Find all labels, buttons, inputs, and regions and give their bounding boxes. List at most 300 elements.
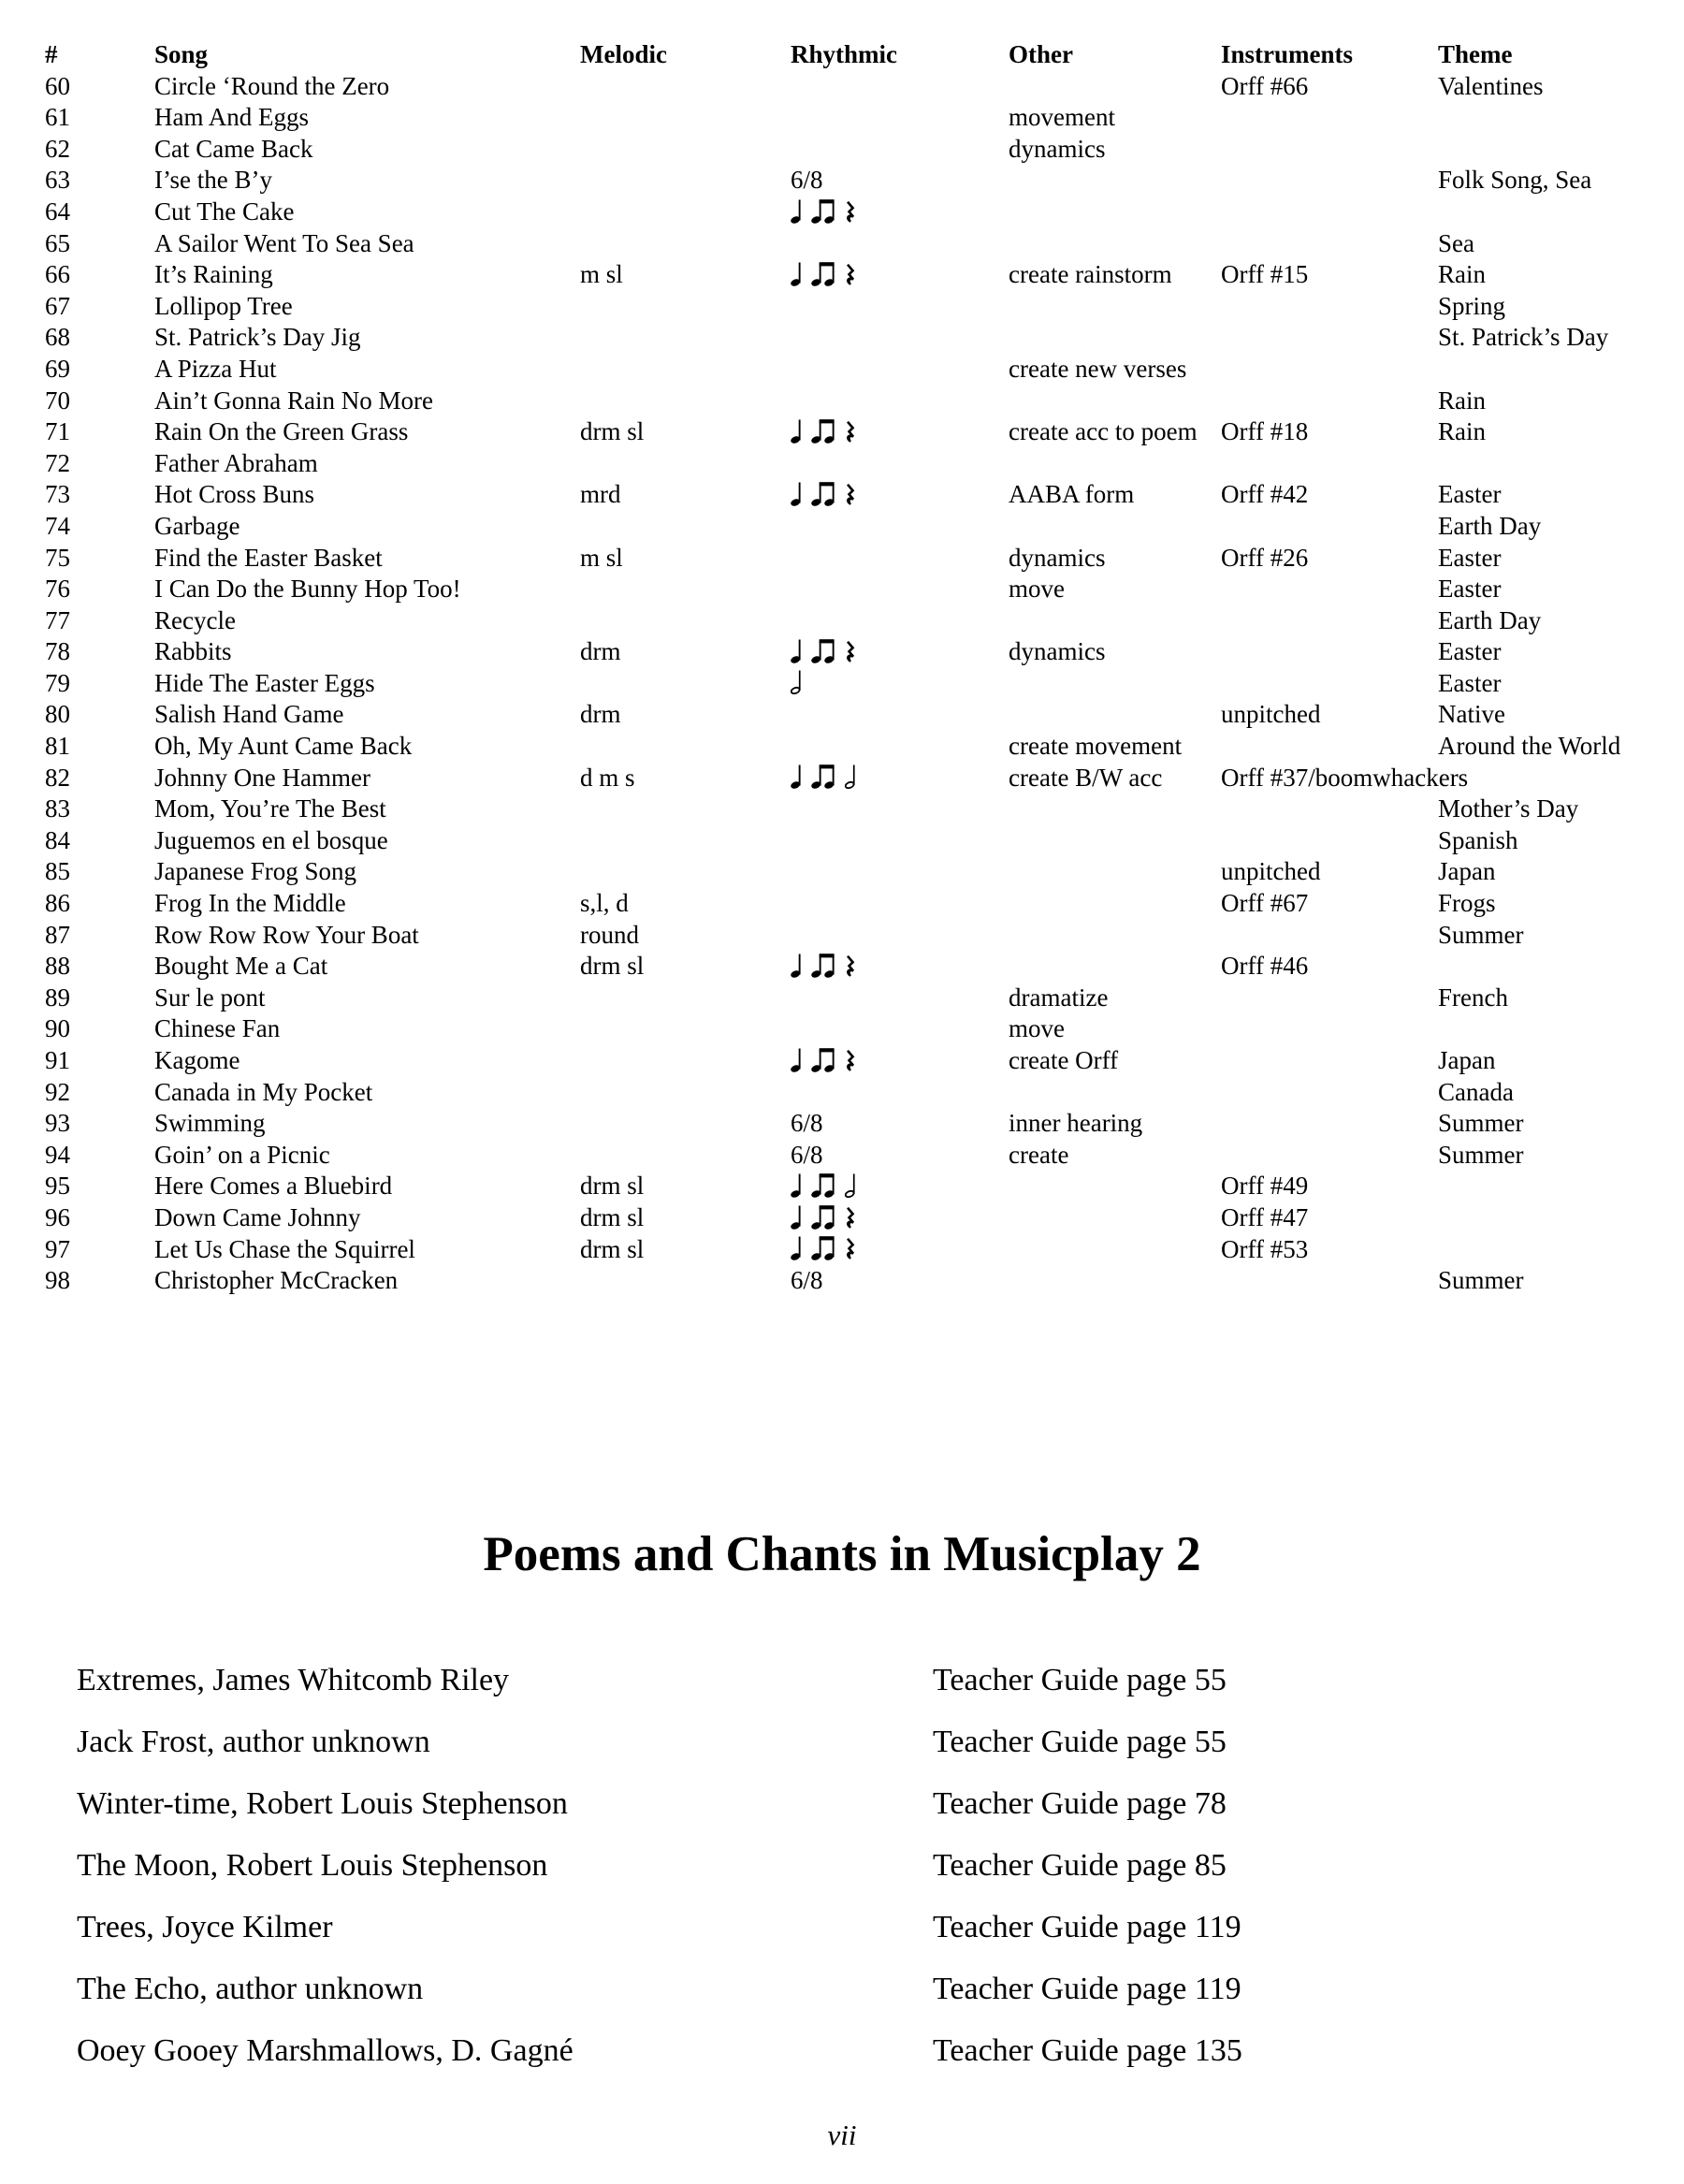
theme: St. Patrick’s Day xyxy=(1438,323,1609,352)
instruments xyxy=(1221,1108,1438,1140)
rhythmic-notation xyxy=(791,825,1009,857)
poem-page-ref: Teacher Guide page 78 xyxy=(933,1785,1227,1821)
song-number: 90 xyxy=(45,1014,70,1043)
quarter-note-icon xyxy=(791,197,803,224)
poem-page-ref: Teacher Guide page 55 xyxy=(933,1662,1227,1697)
other-activity xyxy=(1009,448,1221,480)
song-title: Sur le pont xyxy=(154,983,266,1012)
other-activity: create new verses xyxy=(1009,354,1187,383)
melodic-solfege xyxy=(580,1045,791,1077)
instruments xyxy=(1221,825,1438,857)
other-activity: create movement xyxy=(1009,732,1183,761)
table-row xyxy=(45,1140,1684,1172)
other-activity: create xyxy=(1009,1140,1069,1169)
song-number: 66 xyxy=(45,260,70,289)
instruments: Orff #42 xyxy=(1221,480,1309,509)
table-row xyxy=(45,102,1684,134)
song-title: Christopher McCracken xyxy=(154,1266,399,1295)
theme: French xyxy=(1438,983,1508,1012)
column-header-other: Other xyxy=(1009,40,1073,68)
theme: Spring xyxy=(1438,291,1506,320)
table-row xyxy=(45,71,1684,103)
rhythmic-notation xyxy=(791,763,1009,794)
quarter-rest-icon xyxy=(845,1207,855,1230)
rhythmic-notation xyxy=(791,354,1009,386)
song-title: Johnny One Hammer xyxy=(154,763,370,792)
melodic-solfege xyxy=(580,511,791,543)
theme xyxy=(1438,448,1684,480)
theme: Summer xyxy=(1438,1140,1524,1169)
instruments xyxy=(1221,1140,1438,1172)
other-activity xyxy=(1009,1077,1221,1109)
quarter-note-icon xyxy=(791,417,803,444)
quarter-rest-icon xyxy=(845,641,855,663)
table-row xyxy=(45,1202,1684,1234)
table-row xyxy=(45,1077,1684,1109)
other-activity: movement xyxy=(1009,103,1115,132)
table-row xyxy=(45,794,1684,825)
song-title: I’se the B’y xyxy=(154,166,272,195)
other-activity xyxy=(1009,920,1221,952)
rhythmic-notation xyxy=(791,636,1009,668)
theme: Rain xyxy=(1438,386,1486,415)
song-number: 73 xyxy=(45,480,70,509)
rhythmic-notation xyxy=(791,197,1009,228)
rhythmic-notation xyxy=(791,699,1009,731)
theme xyxy=(1438,197,1684,228)
rhythmic-notation xyxy=(791,479,1009,511)
quarter-rest-icon xyxy=(845,421,855,444)
rhythmic-notation xyxy=(791,1013,1009,1045)
song-number: 82 xyxy=(45,763,70,792)
melodic-solfege xyxy=(580,228,791,260)
other-activity: create Orff xyxy=(1009,1046,1119,1074)
melodic-solfege xyxy=(580,386,791,417)
melodic-solfege xyxy=(580,668,791,700)
melodic-solfege: m sl xyxy=(580,543,623,572)
melodic-solfege: drm sl xyxy=(580,1202,645,1231)
song-title: Juguemos en el bosque xyxy=(154,825,388,854)
table-row xyxy=(45,1171,1684,1202)
column-header-number: # xyxy=(45,40,58,68)
instruments xyxy=(1221,731,1438,763)
column-header-melodic: Melodic xyxy=(580,40,667,68)
melodic-solfege: m sl xyxy=(580,260,623,289)
song-title: Canada in My Pocket xyxy=(154,1077,373,1106)
melodic-solfege xyxy=(580,291,791,323)
table-row xyxy=(45,668,1684,700)
instruments: Orff #67 xyxy=(1221,889,1309,918)
theme: Sea xyxy=(1438,228,1474,257)
rhythmic-notation xyxy=(791,322,1009,354)
rhythmic-notation xyxy=(791,668,1009,700)
table-row xyxy=(45,511,1684,543)
rhythmic-notation xyxy=(791,1171,1009,1202)
table-row xyxy=(45,574,1684,605)
song-number: 81 xyxy=(45,732,70,761)
melodic-solfege: drm sl xyxy=(580,952,645,981)
other-activity: create acc to poem xyxy=(1009,417,1198,446)
song-title: Goin’ on a Picnic xyxy=(154,1140,330,1169)
table-row xyxy=(45,165,1684,197)
column-header-instruments: Instruments xyxy=(1221,40,1354,68)
rhythmic-notation xyxy=(791,102,1009,134)
rhythmic-notation xyxy=(791,1077,1009,1109)
rhythmic-notation xyxy=(791,386,1009,417)
other-activity xyxy=(1009,1171,1221,1202)
eighth-pair-icon xyxy=(811,1203,836,1230)
melodic-solfege xyxy=(580,197,791,228)
song-number: 92 xyxy=(45,1077,70,1106)
melodic-solfege xyxy=(580,825,791,857)
other-activity: move xyxy=(1009,575,1065,604)
table-row xyxy=(45,983,1684,1014)
quarter-note-icon xyxy=(791,1046,803,1072)
table-row xyxy=(45,354,1684,386)
theme xyxy=(1438,1013,1684,1045)
song-title: Row Row Row Your Boat xyxy=(154,920,419,949)
eighth-pair-icon xyxy=(811,763,836,789)
melodic-solfege xyxy=(580,1077,791,1109)
other-activity xyxy=(1009,1265,1221,1297)
song-number: 67 xyxy=(45,291,70,320)
melodic-solfege xyxy=(580,102,791,134)
song-title: Japanese Frog Song xyxy=(154,857,356,886)
songs-table-body xyxy=(45,71,1684,1297)
song-number: 83 xyxy=(45,794,70,823)
melodic-solfege xyxy=(580,1265,791,1297)
song-number: 69 xyxy=(45,354,70,383)
theme xyxy=(1438,1234,1684,1266)
rhythmic-notation xyxy=(791,920,1009,952)
song-title: Chinese Fan xyxy=(154,1014,281,1043)
song-title: It’s Raining xyxy=(154,260,273,289)
melodic-solfege xyxy=(580,605,791,637)
other-activity xyxy=(1009,888,1221,920)
poem-title-author: Jack Frost, author unknown xyxy=(77,1724,430,1759)
theme: Valentines xyxy=(1438,71,1544,100)
rhythmic-notation xyxy=(791,543,1009,575)
theme: Easter xyxy=(1438,480,1502,509)
other-activity xyxy=(1009,825,1221,857)
song-number: 86 xyxy=(45,889,70,918)
song-number: 74 xyxy=(45,511,70,540)
rhythmic-notation xyxy=(791,794,1009,825)
melodic-solfege: round xyxy=(580,920,639,949)
other-activity: dynamics xyxy=(1009,134,1106,163)
theme: Easter xyxy=(1438,575,1502,604)
poem-item xyxy=(77,1660,1684,1722)
other-activity: dynamics xyxy=(1009,543,1106,572)
song-title: A Sailor Went To Sea Sea xyxy=(154,228,414,257)
other-activity xyxy=(1009,197,1221,228)
theme: Japan xyxy=(1438,1046,1496,1074)
theme xyxy=(1438,951,1684,983)
instruments xyxy=(1221,386,1438,417)
song-title: Cat Came Back xyxy=(154,134,313,163)
song-title: Here Comes a Bluebird xyxy=(154,1172,393,1201)
song-title: A Pizza Hut xyxy=(154,354,277,383)
theme: Around the World xyxy=(1438,732,1621,761)
half-note-icon xyxy=(791,668,803,694)
other-activity xyxy=(1009,1234,1221,1266)
column-header-song: Song xyxy=(154,40,209,68)
theme: Canada xyxy=(1438,1077,1514,1106)
eighth-pair-icon xyxy=(811,1046,836,1072)
song-title: Bought Me a Cat xyxy=(154,952,328,981)
table-row xyxy=(45,856,1684,888)
theme: Easter xyxy=(1438,637,1502,666)
instruments: Orff #47 xyxy=(1221,1202,1309,1231)
table-row xyxy=(45,1234,1684,1266)
other-activity xyxy=(1009,511,1221,543)
song-number: 78 xyxy=(45,637,70,666)
melodic-solfege xyxy=(580,983,791,1014)
other-activity xyxy=(1009,951,1221,983)
theme: Frogs xyxy=(1438,889,1496,918)
other-activity: inner hearing xyxy=(1009,1109,1143,1138)
table-row xyxy=(45,479,1684,511)
song-title: Let Us Chase the Squirrel xyxy=(154,1234,415,1263)
instruments xyxy=(1221,605,1438,637)
table-row xyxy=(45,636,1684,668)
rhythmic-notation xyxy=(791,856,1009,888)
instruments: Orff #49 xyxy=(1221,1172,1309,1201)
theme xyxy=(1438,102,1684,134)
rhythmic-notation xyxy=(791,416,1009,448)
poem-page-ref: Teacher Guide page 119 xyxy=(933,1971,1241,2006)
other-activity: AABA form xyxy=(1009,480,1135,509)
instruments xyxy=(1221,1045,1438,1077)
song-title: Oh, My Aunt Came Back xyxy=(154,732,413,761)
song-number: 91 xyxy=(45,1046,70,1074)
quarter-note-icon xyxy=(791,1234,803,1260)
song-number: 61 xyxy=(45,103,70,132)
song-number: 75 xyxy=(45,543,70,572)
melodic-solfege xyxy=(580,574,791,605)
theme xyxy=(1438,134,1684,166)
instruments xyxy=(1221,165,1438,197)
melodic-solfege xyxy=(580,1140,791,1172)
instruments xyxy=(1221,197,1438,228)
song-title: Down Came Johnny xyxy=(154,1202,361,1231)
melodic-solfege: drm sl xyxy=(580,417,645,446)
song-title: Circle ‘Round the Zero xyxy=(154,71,390,100)
song-title: Cut The Cake xyxy=(154,197,295,226)
quarter-note-icon xyxy=(791,260,803,286)
poem-page-ref: Teacher Guide page 119 xyxy=(933,1909,1241,1944)
instruments: Orff #66 xyxy=(1221,71,1309,100)
poem-title-author: Extremes, James Whitcomb Riley xyxy=(77,1662,510,1697)
table-row xyxy=(45,259,1684,291)
table-row xyxy=(45,543,1684,575)
instruments: Orff #26 xyxy=(1221,543,1309,572)
rhythmic-notation: 6/8 xyxy=(791,1109,823,1138)
rhythmic-notation: 6/8 xyxy=(791,166,823,195)
theme: Earth Day xyxy=(1438,605,1542,634)
other-activity xyxy=(1009,291,1221,323)
table-row xyxy=(45,825,1684,857)
instruments xyxy=(1221,354,1438,386)
instruments: unpitched xyxy=(1221,700,1321,729)
rhythmic-notation xyxy=(791,951,1009,983)
song-number: 88 xyxy=(45,952,70,981)
column-header-rhythmic: Rhythmic xyxy=(791,40,897,68)
melodic-solfege: d m s xyxy=(580,763,635,792)
poem-item xyxy=(77,1722,1684,1784)
table-row xyxy=(45,1013,1684,1045)
song-number: 65 xyxy=(45,228,70,257)
song-title: St. Patrick’s Day Jig xyxy=(154,323,361,352)
table-row xyxy=(45,731,1684,763)
quarter-rest-icon xyxy=(845,201,855,224)
instruments xyxy=(1221,983,1438,1014)
song-number: 64 xyxy=(45,197,70,226)
theme: Japan xyxy=(1438,857,1496,886)
song-title: Father Abraham xyxy=(154,448,318,477)
other-activity xyxy=(1009,1202,1221,1234)
other-activity: create rainstorm xyxy=(1009,260,1172,289)
instruments xyxy=(1221,1265,1438,1297)
song-number: 60 xyxy=(45,71,70,100)
table-row xyxy=(45,386,1684,417)
quarter-rest-icon xyxy=(845,955,855,978)
rhythmic-notation xyxy=(791,888,1009,920)
eighth-pair-icon xyxy=(811,480,836,506)
table-row xyxy=(45,920,1684,952)
song-title: Mom, You’re The Best xyxy=(154,794,386,823)
other-activity xyxy=(1009,228,1221,260)
theme: Summer xyxy=(1438,1266,1524,1295)
song-number: 89 xyxy=(45,983,70,1012)
song-title: Garbage xyxy=(154,511,240,540)
song-number: 76 xyxy=(45,575,70,604)
melodic-solfege xyxy=(580,1108,791,1140)
theme: Folk Song, Sea xyxy=(1438,166,1592,195)
song-title: Recycle xyxy=(154,605,236,634)
instruments: Orff #53 xyxy=(1221,1234,1309,1263)
table-row xyxy=(45,1045,1684,1077)
song-number: 98 xyxy=(45,1266,70,1295)
rhythmic-notation xyxy=(791,511,1009,543)
instruments: unpitched xyxy=(1221,857,1321,886)
song-title: Swimming xyxy=(154,1109,266,1138)
instruments xyxy=(1221,636,1438,668)
other-activity xyxy=(1009,699,1221,731)
table-row xyxy=(45,134,1684,166)
rhythmic-notation: 6/8 xyxy=(791,1140,823,1169)
instruments xyxy=(1221,228,1438,260)
song-number: 71 xyxy=(45,417,70,446)
melodic-solfege xyxy=(580,856,791,888)
song-number: 62 xyxy=(45,134,70,163)
other-activity xyxy=(1009,794,1221,825)
other-activity xyxy=(1009,322,1221,354)
melodic-solfege xyxy=(580,1013,791,1045)
theme xyxy=(1438,354,1684,386)
theme: Summer xyxy=(1438,1109,1524,1138)
quarter-rest-icon xyxy=(845,264,855,286)
melodic-solfege: drm sl xyxy=(580,1172,645,1201)
song-number: 80 xyxy=(45,700,70,729)
table-row xyxy=(45,763,1684,794)
rhythmic-notation xyxy=(791,448,1009,480)
poem-page-ref: Teacher Guide page 135 xyxy=(933,2032,1242,2068)
column-header-theme: Theme xyxy=(1438,40,1513,68)
instruments: Orff #18 xyxy=(1221,417,1309,446)
other-activity xyxy=(1009,386,1221,417)
song-number: 87 xyxy=(45,920,70,949)
rhythmic-notation xyxy=(791,731,1009,763)
theme xyxy=(1438,763,1684,794)
poem-item xyxy=(77,1907,1684,1969)
poem-title-author: Winter-time, Robert Louis Stephenson xyxy=(77,1785,568,1821)
rhythmic-notation xyxy=(791,983,1009,1014)
instruments xyxy=(1221,322,1438,354)
song-title: Lollipop Tree xyxy=(154,291,293,320)
instruments xyxy=(1221,574,1438,605)
other-activity xyxy=(1009,165,1221,197)
table-row xyxy=(45,197,1684,228)
theme: Easter xyxy=(1438,543,1502,572)
poem-item xyxy=(77,2031,1684,2092)
rhythmic-notation xyxy=(791,574,1009,605)
eighth-pair-icon xyxy=(811,1172,836,1198)
other-activity: create B/W acc xyxy=(1009,763,1163,792)
songs-table-header xyxy=(45,39,1684,71)
table-row xyxy=(45,228,1684,260)
song-title: Find the Easter Basket xyxy=(154,543,383,572)
rhythmic-notation xyxy=(791,1045,1009,1077)
poem-page-ref: Teacher Guide page 55 xyxy=(933,1724,1227,1759)
song-title: I Can Do the Bunny Hop Too! xyxy=(154,575,461,604)
page-number: vii xyxy=(827,2118,857,2151)
song-number: 72 xyxy=(45,448,70,477)
eighth-pair-icon xyxy=(811,197,836,224)
song-title: Frog In the Middle xyxy=(154,889,346,918)
eighth-pair-icon xyxy=(811,260,836,286)
theme: Native xyxy=(1438,700,1505,729)
melodic-solfege xyxy=(580,322,791,354)
table-row xyxy=(45,699,1684,731)
theme xyxy=(1438,1202,1684,1234)
eighth-pair-icon xyxy=(811,417,836,444)
rhythmic-notation xyxy=(791,134,1009,166)
poem-title-author: The Echo, author unknown xyxy=(77,1971,424,2006)
instruments xyxy=(1221,794,1438,825)
instruments: Orff #46 xyxy=(1221,952,1309,981)
rhythmic-notation xyxy=(791,228,1009,260)
eighth-pair-icon xyxy=(811,952,836,978)
half-note-icon xyxy=(845,1172,857,1198)
poem-item xyxy=(77,1784,1684,1845)
poem-title-author: Ooey Gooey Marshmallows, D. Gagné xyxy=(77,2032,573,2068)
other-activity xyxy=(1009,605,1221,637)
other-activity xyxy=(1009,668,1221,700)
table-row xyxy=(45,1265,1684,1297)
table-row xyxy=(45,888,1684,920)
quarter-note-icon xyxy=(791,480,803,506)
poems-list xyxy=(0,1660,1684,2092)
quarter-note-icon xyxy=(791,1203,803,1230)
instruments xyxy=(1221,134,1438,166)
rhythmic-notation xyxy=(791,71,1009,103)
theme: Rain xyxy=(1438,260,1486,289)
rhythmic-notation xyxy=(791,1202,1009,1234)
song-title: Salish Hand Game xyxy=(154,700,344,729)
quarter-note-icon xyxy=(791,952,803,978)
song-title: Hot Cross Buns xyxy=(154,480,315,509)
